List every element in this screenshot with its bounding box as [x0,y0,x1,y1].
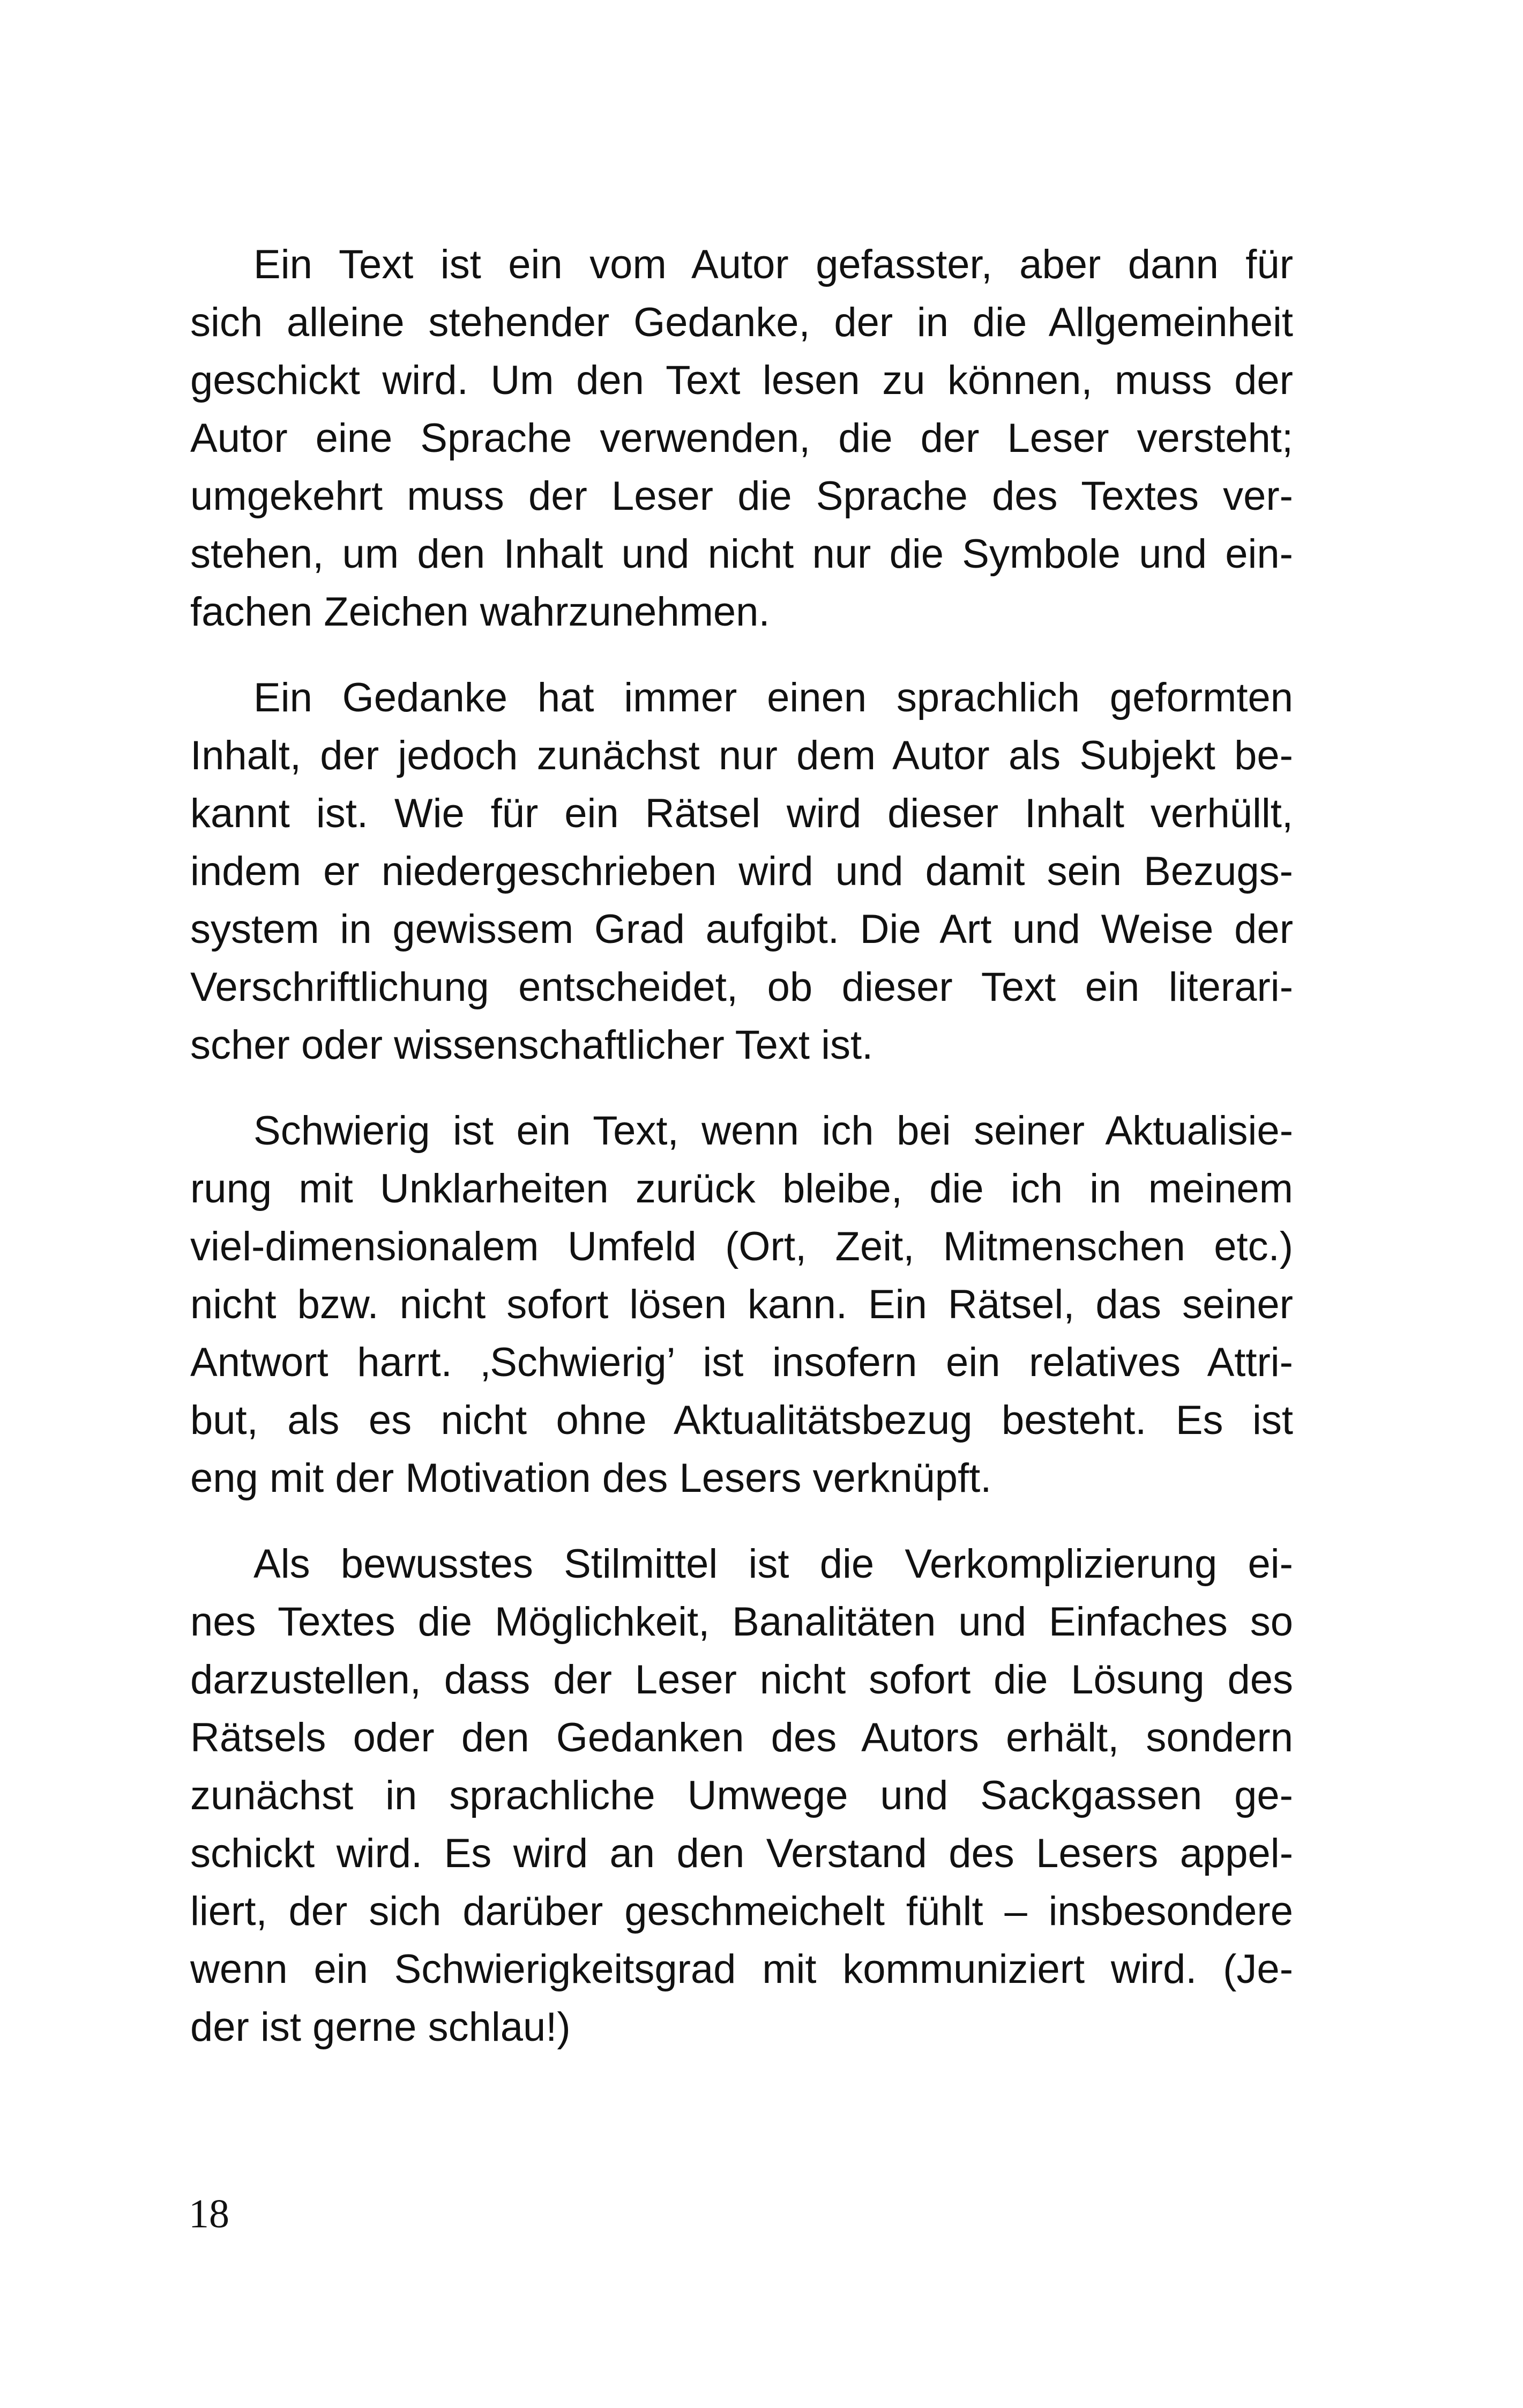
text-line: wenn ein Schwierigkeitsgrad mit kommuniziert wird. (Je- [190,1946,1293,1992]
text-line: Als bewusstes Stilmittel ist die Verkomplizierung ei- [253,1541,1293,1587]
paragraph-1 [190,236,1293,641]
paragraph-4 [190,1535,1293,2056]
text-line: fachen Zeichen wahrzunehmen. [190,589,770,635]
paragraph-3 [190,1102,1293,1507]
text-line: indem er niedergeschrieben wird und damit sein Bezugs- [190,849,1293,894]
text-line: Autor eine Sprache verwenden, die der Leser versteht; [190,415,1293,461]
text-line: Schwierig ist ein Text, wenn ich bei seiner Aktualisie- [253,1108,1293,1154]
text-line: kannt ist. Wie für ein Rätsel wird dieser Inhalt verhüllt, [190,791,1293,836]
text-line: schickt wird. Es wird an den Verstand des Lesers appel- [190,1831,1293,1876]
text-line: der ist gerne schlau!) [190,2004,571,2050]
text-line: nes Textes die Möglichkeit, Banalitäten und Einfaches so [190,1599,1293,1645]
text-line: scher oder wissenschaftlicher Text ist. [190,1022,874,1068]
body-text [190,236,1293,2056]
text-line: Verschriftlichung entscheidet, ob dieser Text ein literari- [190,964,1293,1010]
text-line: rung mit Unklarheiten zurück bleibe, die ich in meinem [190,1166,1293,1212]
text-line: eng mit der Motivation des Lesers verknüpft. [190,1455,992,1501]
page-number: 18 [189,2191,229,2236]
text-line: nicht bzw. nicht sofort lösen kann. Ein Rätsel, das seiner [190,1282,1293,1327]
text-line: Ein Text ist ein vom Autor gefasster, aber dann für [253,242,1293,287]
text-line: Ein Gedanke hat immer einen sprachlich geformten [253,675,1293,720]
text-line: Antwort harrt. ‚Schwierig’ ist insofern ein relatives Attri- [190,1340,1293,1385]
text-line: system in gewissem Grad aufgibt. Die Art und Weise der [190,906,1293,952]
text-line: but, als es nicht ohne Aktualitätsbezug besteht. Es ist [190,1398,1293,1443]
text-line: liert, der sich darüber geschmeichelt fühlt – insbesondere [190,1889,1293,1934]
text-line: stehen, um den Inhalt und nicht nur die Symbole und ein- [190,531,1293,577]
text-line: umgekehrt muss der Leser die Sprache des Textes ver- [190,473,1293,519]
text-line: darzustellen, dass der Leser nicht sofort die Lösung des [190,1657,1293,1703]
paragraph-2 [190,669,1293,1074]
text-line: geschickt wird. Um den Text lesen zu können, muss der [190,358,1293,403]
text-line: Rätsels oder den Gedanken des Autors erhält, sondern [190,1715,1293,1760]
text-line: Inhalt, der jedoch zunächst nur dem Autor als Subjekt be- [190,733,1293,778]
text-line: zunächst in sprachliche Umwege und Sackgassen ge- [190,1773,1293,1818]
text-line: sich alleine stehender Gedanke, der in die Allgemeinheit [190,300,1293,345]
text-line: viel-dimensionalem Umfeld (Ort, Zeit, Mitmenschen etc.) [190,1224,1293,1269]
